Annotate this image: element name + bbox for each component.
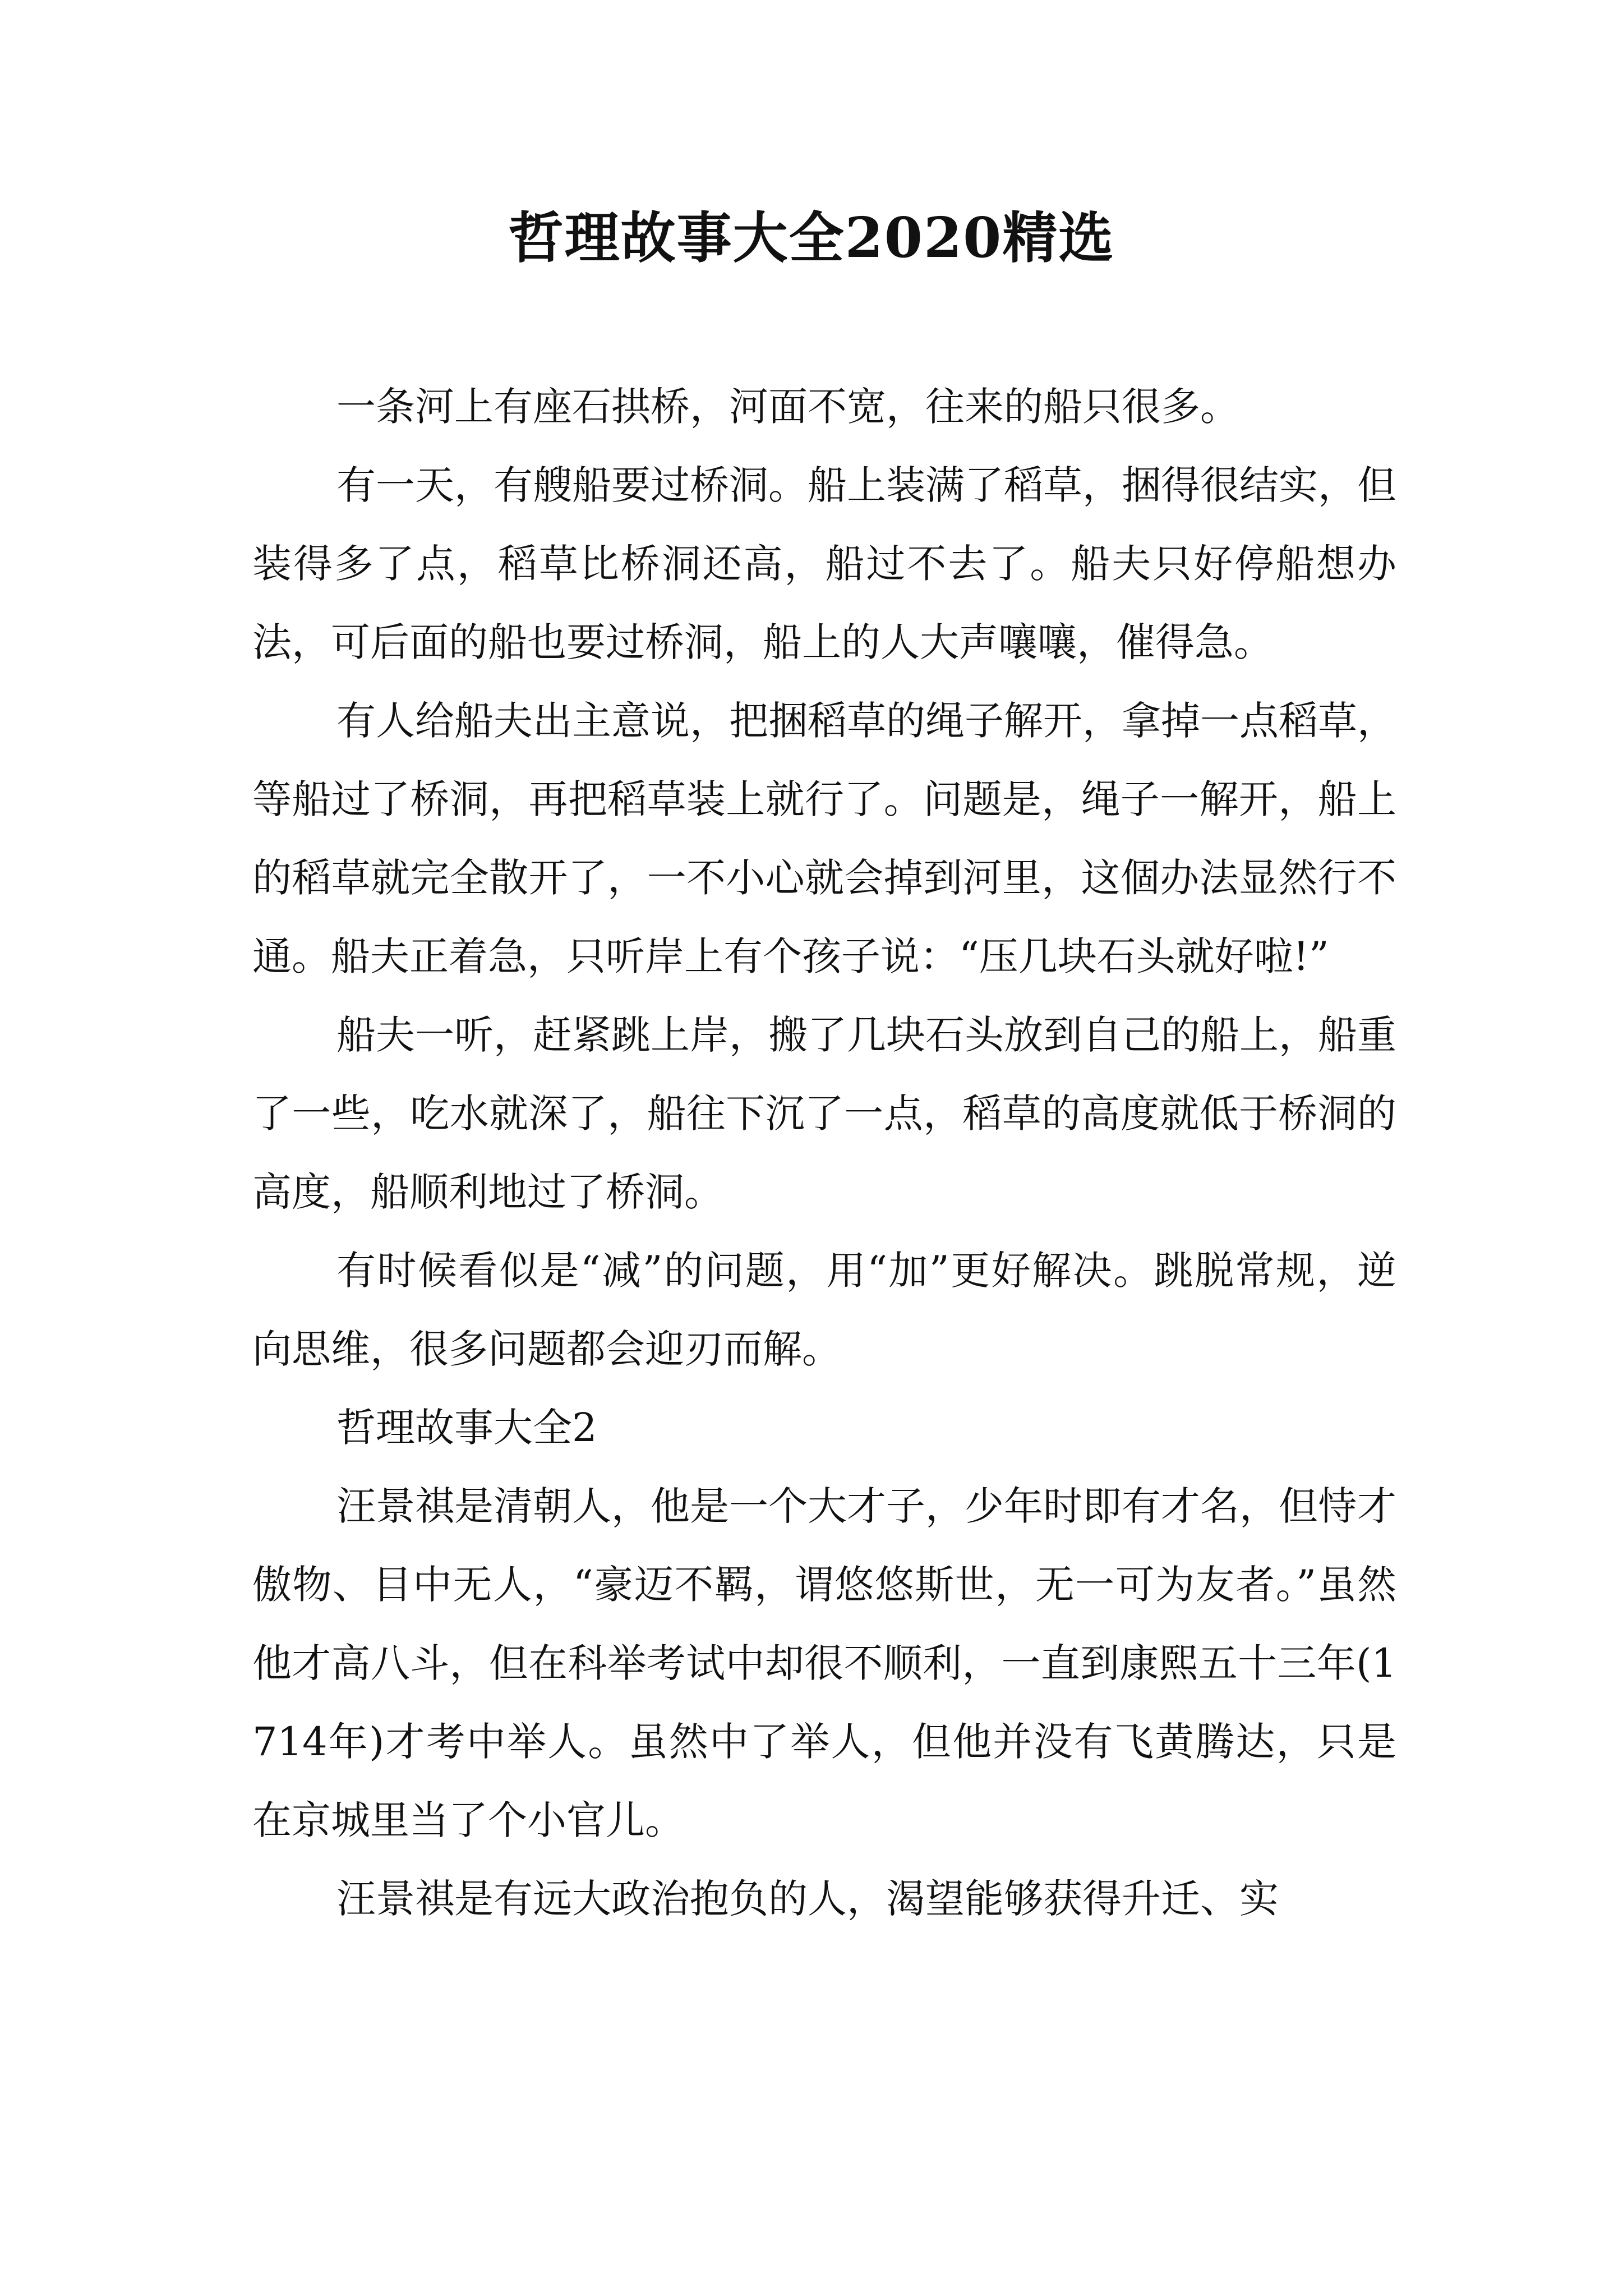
paragraph-5: 有时候看似是“减”的问题，用“加”更好解决。跳脱常规，逆向思维，很多问题都会迎刃而解。	[252, 1248, 1396, 1372]
paragraph-1: 一条河上有座石拱桥，河面不宽，往来的船只很多。	[336, 384, 1239, 430]
paragraph-3: 有人给船夫出主意说，把捆稻草的绳子解开，拿掉一点稻草，等船过了桥洞，再把稻草装上就行了。问题是，绳子一解开，船上的稻草就完全散开了，一不小心就会掉到河里，这個办法显然行不通。船夫正着急，只听岸上有个孩子说：“压几块石头就好啦!”	[252, 698, 1396, 979]
section-heading-2: 哲理故事大全2	[336, 1405, 597, 1451]
paragraph-6: 汪景祺是清朝人，他是一个大才子，少年时即有才名，但恃才傲物、目中无人，“豪迈不羁，谓悠悠斯世，无一可为友者。”虽然他才高八斗，但在科举考试中却很不顺利，一直到康熙五十三年(1714年)才考中举人。虽然中了举人，但他并没有飞黄腾达，只是在京城里当了个小官儿。	[252, 1483, 1396, 1843]
paragraph-2: 有一天，有艘船要过桥洞。船上装满了稻草，捆得很结实，但装得多了点，稻草比桥洞还高，船过不去了。船夫只好停船想办法，可后面的船也要过桥洞，船上的人大声嚷嚷，催得急。	[252, 462, 1396, 665]
document-body	[252, 367, 1396, 1938]
paragraph-4: 船夫一听，赶紧跳上岸，搬了几块石头放到自己的船上，船重了一些，吃水就深了，船往下沉了一点，稻草的高度就低于桥洞的高度，船顺利地过了桥洞。	[252, 1012, 1396, 1215]
document-title: 哲理故事大全2020精选	[508, 206, 1115, 270]
paragraph-7: 汪景祺是有远大政治抱负的人，渴望能够获得升迁、实	[336, 1876, 1279, 1922]
